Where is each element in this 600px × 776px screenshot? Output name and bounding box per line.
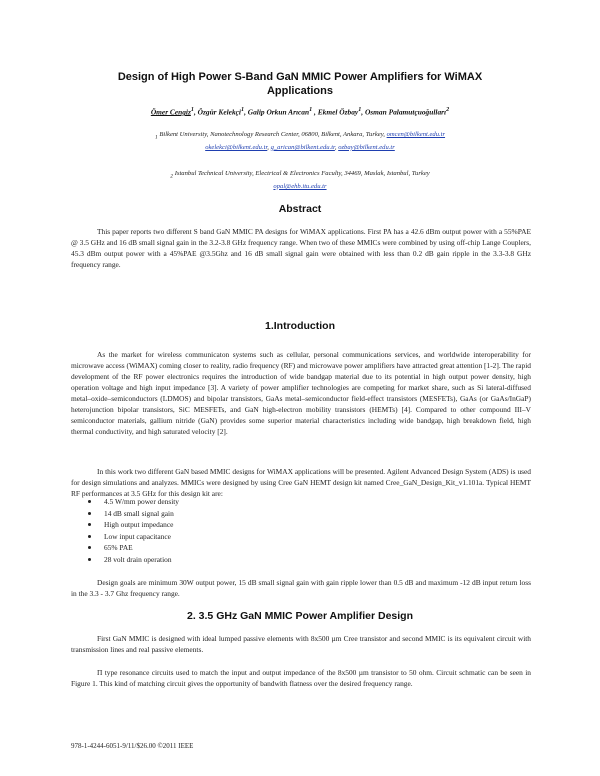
list-item-text: 28 volt drain operation [104, 554, 172, 564]
copyright-footer: 978-1-4244-6051-9/11/$26.00 ©2011 IEEE [71, 742, 194, 750]
performance-list [88, 496, 179, 565]
bullet-icon [88, 546, 91, 549]
author-name: Ekmel Özbay [317, 107, 359, 117]
affiliation-marker: 1 [154, 134, 158, 141]
author-affil-marker: 1 [190, 107, 194, 113]
list-item-text: 4.5 W/mm power density [104, 497, 179, 506]
list-item-text: 65% PAE [104, 543, 133, 552]
list-item [88, 554, 179, 566]
list-item-text: High output impedance [104, 520, 174, 529]
bullet-icon [88, 558, 91, 561]
author-name: Özgür Kelekçi [197, 107, 241, 117]
author-name: Galip Orkun Arıcan [247, 107, 310, 117]
author-affil-marker: 1 [358, 107, 362, 113]
introduction-heading: 1.Introduction [265, 320, 335, 332]
introduction-paragraph: As the market for wireless communicaton systems such as cellular, personal communications services, and worldwide interoperability for microwave access (WiMAX) coming closer to reality, radio frequency (RF) and microwave power amplifiers have attracted great attention [1-2]. The rapid development of the RF power electronics requires the introduction of wide bandgap material due to its potential in high output power density, high operation voltage and high input impedance [3]. A variety of power amplifier technologies are competing for market share, such as Si lateral-diffused metal–oxide–semiconductors (LDMOS) and bipolar transistors, GaAs metal–semiconductor field-effect transistors (MESFETs), GaAs (or GaAs/InGaP) heterojunction bipolar transistors, SiC MESFETs, and GaN high-electron mobility transistors (HEMTs) [4]. Compared to other compound III–V semiconductor materials, gallium nitride (GaN) provides some superior material characteristics including wide bandgap, high breakdown field, high thermal conductivity, and high saturated velocity [2]. [71, 350, 531, 436]
email-link[interactable]: opal@ehb.itu.edu.tr [273, 182, 327, 190]
list-item [88, 542, 179, 554]
list-item [88, 519, 179, 531]
author-list: Ömer Cengiz$^1$, Özgür Kelekçi$^1$, Galip Orkun Arıcan$^1$ , Ekmel Özbay$^1$, Osman Palamutçuoğulları$^2$ [150, 107, 450, 117]
bullet-icon [88, 500, 91, 503]
list-item [88, 508, 179, 520]
email-link[interactable]: okelekci@bilkent.edu.tr [205, 143, 268, 151]
introduction-paragraph: In this work two different GaN based MMIC designs for WiMAX applications will be presented. Agilent Advanced Design System (ADS) is used for design simulations and analyzes. MMICs were designed by using Cree GaN HEMT design kit named Cree_GaN_Design_Kit_v1.101a. Typical HEMT RF performances at 3.5 GHz for this design kit are: [71, 467, 531, 498]
section-2-heading: 2. 3.5 GHz GaN MMIC Power Amplifier Design [187, 610, 413, 622]
affiliation-1: $_1$ Bilkent University, Nanotechnology Research Center, 06800, Bilkent, Ankara, Turkey, omcen@bilkent.edu.tr okelekci@bilkent.edu.tr, g_arican@bilkent.edu.tr, ozbay@bilkent.edu.tr [154, 131, 446, 151]
affiliation-marker: 2 [170, 173, 174, 180]
bullet-icon [88, 523, 91, 526]
design-goals-paragraph: Design goals are minimum 30W output power, 15 dB small signal gain with gain ripple lower than 0.5 dB and maximum -12 dB input return loss in the 3.3 - 3.7 Ghz frequency range. [71, 578, 531, 598]
abstract-text: This paper reports two different S band GaN MMIC PA designs for WiMAX applications. First PA has a 42.6 dBm output power with a 55%PAE @ 3.5 GHz and 16 dB small signal gain in the 3.2-3.8 GHz frequency range. When two of these MMICs were combined by using off-chip Lange Couplers, 45.3 dBm output power with a 45%PAE @3.5Ghz and 16 dB small signal gain were obtained with less than 0.2 dB gain ripple in the 3.3-3.8 GHz frequency range. [71, 227, 531, 269]
affiliation-text: Bilkent University, Nanotechnology Research Center, 06800, Bilkent, Ankara, Turkey, [159, 131, 385, 138]
list-item [88, 496, 179, 508]
paper-title: Design of High Power S-Band GaN MMIC Power Amplifiers for WiMAX Applications [117, 71, 483, 97]
author-affil-marker: 2 [446, 107, 450, 113]
author-name: Osman Palamutçuoğulları [364, 107, 447, 117]
list-item-text: 14 dB small signal gain [104, 508, 174, 518]
email-link[interactable]: ozbay@bilkent.edu.tr [338, 143, 395, 151]
affiliation-2 [60, 169, 540, 191]
abstract-heading: Abstract [278, 203, 322, 215]
email-link[interactable]: omcen@bilkent.edu.tr [386, 131, 446, 138]
email-link[interactable]: g_arican@bilkent.edu.tr [270, 143, 335, 151]
bullet-icon [88, 512, 91, 515]
author-affil-marker: 1 [309, 107, 313, 113]
bullet-icon [88, 535, 91, 538]
list-item-text: Low input capacitance [104, 531, 171, 541]
author-name: Ömer Cengiz [150, 107, 191, 117]
author-affil-marker: 1 [240, 107, 245, 113]
section-2-paragraph: First GaN MMIC is designed with ideal lumped passive elements with 8x500 µm Cree transistor and second MMIC is its equivalent circuit with transmission lines and real passive elements. [71, 634, 531, 654]
affiliation-text: Istanbul Technical University, Electrical & Electronics Faculty, 34469, Maslak, Istanbul, Turkey [174, 170, 430, 177]
list-item [88, 531, 179, 543]
section-2-paragraph: Π type resonance circuits used to match the input and output impedance of the 8x500 µm transistor to 50 ohm. Circuit schmatic can be seen in Figure 1. This kind of matching circuit gives the opportunity of bandwith flatness over the desired frequency range. [71, 668, 531, 688]
